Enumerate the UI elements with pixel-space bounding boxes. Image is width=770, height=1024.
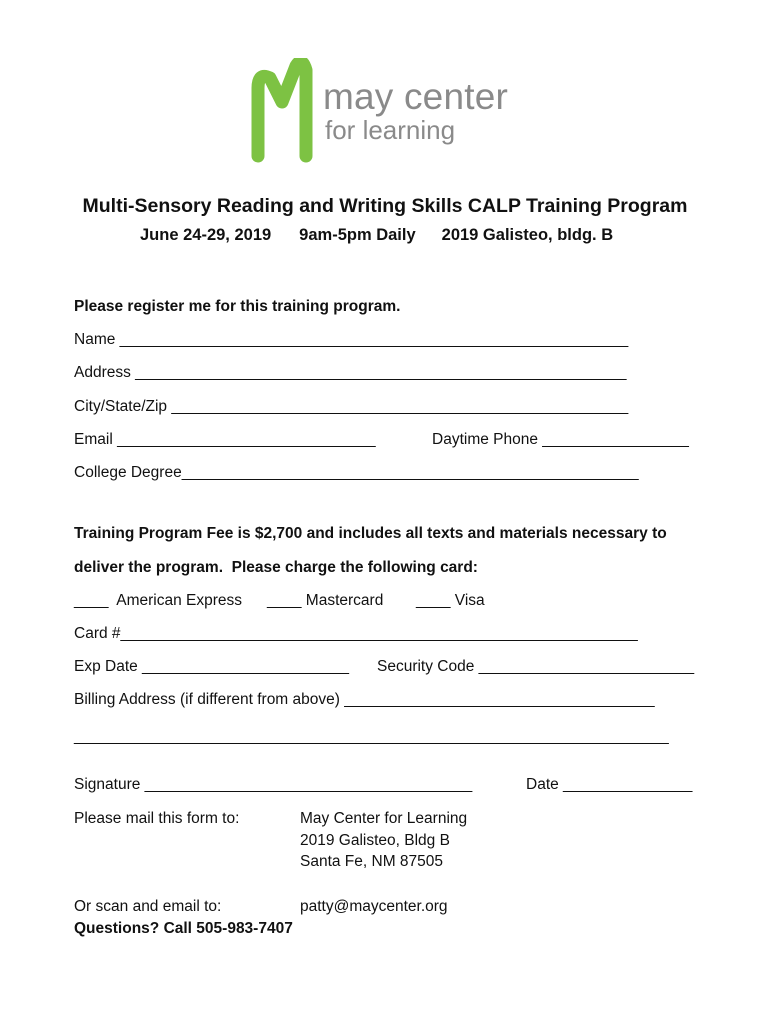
logo	[248, 58, 528, 163]
billing-address-field[interactable]: Billing Address (if different from above) ____________________________________	[74, 691, 655, 708]
fee-text-line1: Training Program Fee is $2,700 and includes all texts and materials necessary to	[74, 525, 667, 542]
program-hours: 9am-5pm Daily	[299, 226, 416, 244]
daytime-phone-field[interactable]: Daytime Phone _________________	[432, 431, 689, 448]
scan-label: Or scan and email to:	[74, 898, 222, 915]
address-field[interactable]: Address _________________________________________________________	[74, 364, 627, 381]
name-field[interactable]: Name ___________________________________________________________	[74, 331, 629, 348]
college-degree-field[interactable]: College Degree_____________________________________________________	[74, 464, 639, 481]
mail-address-line3: Santa Fe, NM 87505	[300, 853, 444, 870]
program-dates: June 24-29, 2019	[140, 226, 272, 244]
page-title: Multi-Sensory Reading and Writing Skills CALP Training Program	[82, 195, 688, 217]
mail-label: Please mail this form to:	[74, 810, 240, 827]
fee-text-line2: deliver the program. Please charge the following card:	[74, 559, 478, 576]
mastercard-option[interactable]: ____ Mastercard	[267, 592, 384, 609]
program-subtitle	[140, 226, 613, 245]
contact-email[interactable]: patty@maycenter.org	[300, 898, 448, 915]
mail-address-line2: 2019 Galisteo, Bldg B	[300, 832, 450, 849]
may-center-m-icon	[248, 58, 318, 163]
questions-phone: Questions? Call 505-983-7407	[74, 920, 293, 937]
logo-name-line1: may center	[323, 76, 509, 117]
amex-option[interactable]: ____ American Express	[74, 592, 243, 609]
signature-field[interactable]: Signature ______________________________________	[74, 776, 473, 793]
email-field[interactable]: Email ______________________________	[74, 431, 376, 448]
date-field[interactable]: Date _______________	[526, 776, 693, 793]
exp-date-field[interactable]: Exp Date ________________________	[74, 658, 349, 675]
visa-option[interactable]: ____ Visa	[416, 592, 485, 609]
logo-name-line2: for learning	[325, 115, 456, 145]
security-code-field[interactable]: Security Code _________________________	[377, 658, 695, 675]
mail-address-line1: May Center for Learning	[300, 810, 468, 827]
city-state-zip-field[interactable]: City/State/Zip _____________________________________________________	[74, 398, 629, 415]
program-location: 2019 Galisteo, bldg. B	[441, 226, 614, 244]
billing-address-line2[interactable]: _____________________________________________________________________	[74, 728, 669, 745]
card-number-field[interactable]: Card #____________________________________________________________	[74, 625, 638, 642]
registration-intro: Please register me for this training program.	[74, 298, 401, 315]
